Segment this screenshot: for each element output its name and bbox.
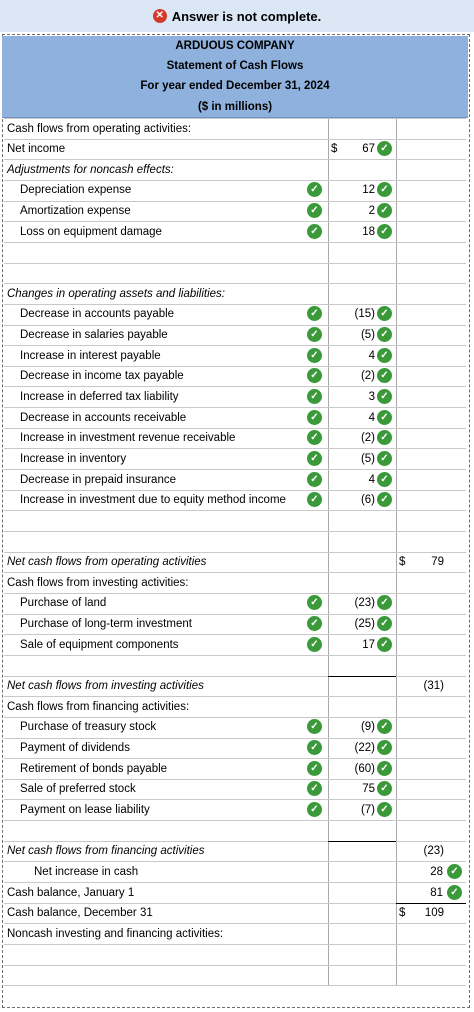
check-circle-icon: ✓ — [377, 224, 392, 239]
row-divider — [4, 944, 466, 945]
check-circle-icon: ✓ — [307, 637, 322, 652]
amount-input[interactable]: (7) — [360, 804, 375, 816]
row-label: Cash flows from investing activities: — [7, 577, 189, 589]
row-label: Purchase of treasury stock — [20, 721, 157, 733]
row-label: Increase in investment due to equity method income — [20, 494, 286, 506]
row-label: Amortization expense — [20, 205, 131, 217]
dollar-sign: $ — [331, 143, 338, 155]
check-circle-icon: ✓ — [307, 451, 322, 466]
check-circle-icon: ✓ — [447, 885, 462, 900]
row-label: Increase in inventory — [20, 453, 127, 465]
amount-input[interactable]: (5) — [360, 329, 375, 341]
row-label: Noncash investing and financing activities: — [7, 928, 224, 940]
row-divider — [4, 531, 466, 532]
row-label: Net cash flows from financing activities — [7, 845, 205, 857]
check-circle-icon: ✓ — [377, 719, 392, 734]
check-circle-icon: ✓ — [377, 740, 392, 755]
row-label: Retirement of bonds payable — [20, 763, 168, 775]
row-divider — [4, 655, 466, 656]
answer-status-banner — [0, 0, 474, 32]
row-divider — [4, 428, 466, 429]
row-label: Net cash flows from operating activities — [7, 556, 207, 568]
row-label: Cash flows from operating activities: — [7, 123, 192, 135]
check-circle-icon: ✓ — [307, 595, 322, 610]
row-label: Cash balance, December 31 — [7, 907, 153, 919]
check-circle-icon: ✓ — [377, 637, 392, 652]
check-circle-icon: ✓ — [377, 410, 392, 425]
row-divider — [4, 201, 466, 202]
answer-status-text: Answer is not complete. — [171, 8, 322, 24]
check-circle-icon: ✓ — [307, 492, 322, 507]
row-divider — [4, 345, 466, 346]
amount-input[interactable]: 4 — [368, 412, 375, 424]
amount-input[interactable]: (22) — [354, 742, 375, 754]
row-divider — [4, 366, 466, 367]
row-divider — [4, 593, 466, 594]
row-label: Net cash flows from investing activities — [7, 680, 204, 692]
amount-input[interactable]: (5) — [360, 453, 375, 465]
row-divider — [4, 614, 466, 615]
check-circle-icon: ✓ — [307, 430, 322, 445]
check-circle-icon: ✓ — [377, 368, 392, 383]
amount-input[interactable]: 17 — [362, 639, 375, 651]
row-divider — [4, 242, 466, 243]
check-circle-icon: ✓ — [307, 389, 322, 404]
row-label: Payment of dividends — [20, 742, 130, 754]
check-circle-icon: ✓ — [307, 410, 322, 425]
total-amount-input[interactable]: (31) — [423, 680, 444, 692]
total-amount-input[interactable]: 79 — [431, 556, 444, 568]
row-divider — [4, 799, 466, 800]
row-label: Cash flows from financing activities: — [7, 701, 190, 713]
row-label: Cash balance, January 1 — [7, 887, 135, 899]
row-divider — [4, 221, 466, 222]
row-label: Depreciation expense — [20, 184, 132, 196]
row-label: Sale of preferred stock — [20, 783, 136, 795]
amount-input[interactable]: 4 — [368, 474, 375, 486]
check-circle-icon: ✓ — [377, 451, 392, 466]
check-circle-icon: ✓ — [377, 616, 392, 631]
row-divider — [4, 758, 466, 759]
row-divider — [4, 965, 466, 966]
row-label: Changes in operating assets and liabilities: — [7, 288, 225, 300]
check-circle-icon: ✓ — [377, 472, 392, 487]
check-circle-icon: ✓ — [307, 740, 322, 755]
row-label: Net income — [7, 143, 66, 155]
row-label: Decrease in salaries payable — [20, 329, 168, 341]
check-circle-icon: ✓ — [307, 224, 322, 239]
row-divider — [4, 738, 466, 739]
statement-units: ($ in millions) — [2, 96, 468, 118]
check-circle-icon: ✓ — [307, 781, 322, 796]
check-circle-icon: ✓ — [377, 761, 392, 776]
row-label: Adjustments for noncash effects: — [7, 164, 174, 176]
check-circle-icon: ✓ — [447, 864, 462, 879]
amount-input[interactable]: (25) — [354, 618, 375, 630]
row-divider — [4, 159, 466, 160]
amount-input[interactable]: 75 — [362, 783, 375, 795]
amount-input[interactable]: (2) — [360, 370, 375, 382]
check-circle-icon: ✓ — [377, 141, 392, 156]
row-label: Purchase of land — [20, 597, 107, 609]
check-circle-icon: ✓ — [307, 472, 322, 487]
amount-input[interactable]: (15) — [354, 308, 375, 320]
row-divider — [4, 820, 466, 821]
check-circle-icon: ✓ — [377, 389, 392, 404]
amount-input[interactable]: 67 — [362, 143, 375, 155]
total-amount-input[interactable]: (23) — [423, 845, 444, 857]
total-amount-input[interactable]: 81 — [430, 887, 443, 899]
check-circle-icon: ✓ — [377, 595, 392, 610]
row-divider — [4, 634, 466, 635]
amount-input[interactable]: (9) — [360, 721, 375, 733]
check-circle-icon: ✓ — [377, 306, 392, 321]
row-label: Net increase in cash — [34, 866, 139, 878]
check-circle-icon: ✓ — [377, 781, 392, 796]
subtotal-rule — [328, 676, 396, 677]
row-divider — [4, 469, 466, 470]
amount-input[interactable]: (60) — [354, 763, 375, 775]
amount-input[interactable]: 3 — [368, 391, 375, 403]
check-circle-icon: ✓ — [307, 327, 322, 342]
check-circle-icon: ✓ — [307, 719, 322, 734]
check-circle-icon: ✓ — [307, 616, 322, 631]
row-label: Increase in deferred tax liability — [20, 391, 179, 403]
row-divider — [4, 841, 466, 842]
row-divider — [4, 923, 466, 924]
row-label: Loss on equipment damage — [20, 226, 162, 238]
check-circle-icon: ✓ — [377, 203, 392, 218]
row-divider — [4, 325, 466, 326]
row-label: Increase in interest payable — [20, 350, 161, 362]
check-circle-icon: ✓ — [377, 327, 392, 342]
row-divider — [4, 861, 466, 862]
row-divider — [4, 510, 466, 511]
check-circle-icon: ✓ — [307, 203, 322, 218]
row-divider — [4, 572, 466, 573]
amount-input[interactable]: 12 — [362, 184, 375, 196]
dollar-sign: $ — [399, 907, 406, 919]
check-circle-icon: ✓ — [377, 348, 392, 363]
row-divider — [4, 263, 466, 264]
row-divider — [4, 985, 466, 986]
amount-input[interactable]: (23) — [354, 597, 375, 609]
check-circle-icon: ✓ — [377, 802, 392, 817]
amount-input[interactable]: (2) — [360, 432, 375, 444]
check-circle-icon: ✓ — [377, 182, 392, 197]
row-divider — [4, 696, 466, 697]
check-circle-icon: ✓ — [377, 492, 392, 507]
total-amount-input[interactable]: 28 — [430, 866, 443, 878]
row-divider — [4, 180, 466, 181]
row-divider — [4, 283, 466, 284]
row-divider — [4, 676, 466, 677]
dollar-sign: $ — [399, 556, 406, 568]
x-circle-icon: ✕ — [153, 9, 167, 23]
row-label: Decrease in income tax payable — [20, 370, 184, 382]
row-label: Sale of equipment components — [20, 639, 179, 651]
row-divider — [4, 407, 466, 408]
row-divider — [4, 304, 466, 305]
check-circle-icon: ✓ — [307, 802, 322, 817]
subtotal-rule — [328, 841, 396, 842]
row-label: Decrease in accounts payable — [20, 308, 175, 320]
company-name: ARDUOUS COMPANY — [2, 36, 468, 57]
row-label: Increase in investment revenue receivable — [20, 432, 236, 444]
check-circle-icon: ✓ — [307, 348, 322, 363]
row-label: Decrease in accounts receivable — [20, 412, 187, 424]
check-circle-icon: ✓ — [307, 761, 322, 776]
row-divider — [4, 882, 466, 883]
row-divider — [4, 386, 466, 387]
amount-input[interactable]: 2 — [368, 205, 375, 217]
row-divider — [4, 717, 466, 718]
row-label: Payment on lease liability — [20, 804, 150, 816]
amount-input[interactable]: 4 — [368, 350, 375, 362]
statement-period: For year ended December 31, 2024 — [2, 76, 468, 97]
amount-input[interactable]: (6) — [360, 494, 375, 506]
row-divider — [4, 490, 466, 491]
row-divider — [4, 139, 466, 140]
check-circle-icon: ✓ — [307, 306, 322, 321]
subtotal-rule — [396, 903, 466, 904]
total-amount-input[interactable]: 109 — [424, 907, 444, 919]
check-circle-icon: ✓ — [307, 368, 322, 383]
row-divider — [4, 118, 466, 119]
row-divider — [4, 779, 466, 780]
check-circle-icon: ✓ — [377, 430, 392, 445]
row-divider — [4, 448, 466, 449]
row-label: Decrease in prepaid insurance — [20, 474, 176, 486]
statement-title: Statement of Cash Flows — [2, 56, 468, 77]
check-circle-icon: ✓ — [307, 182, 322, 197]
row-label: Purchase of long-term investment — [20, 618, 192, 630]
amount-input[interactable]: 18 — [362, 226, 375, 238]
row-divider — [4, 552, 466, 553]
